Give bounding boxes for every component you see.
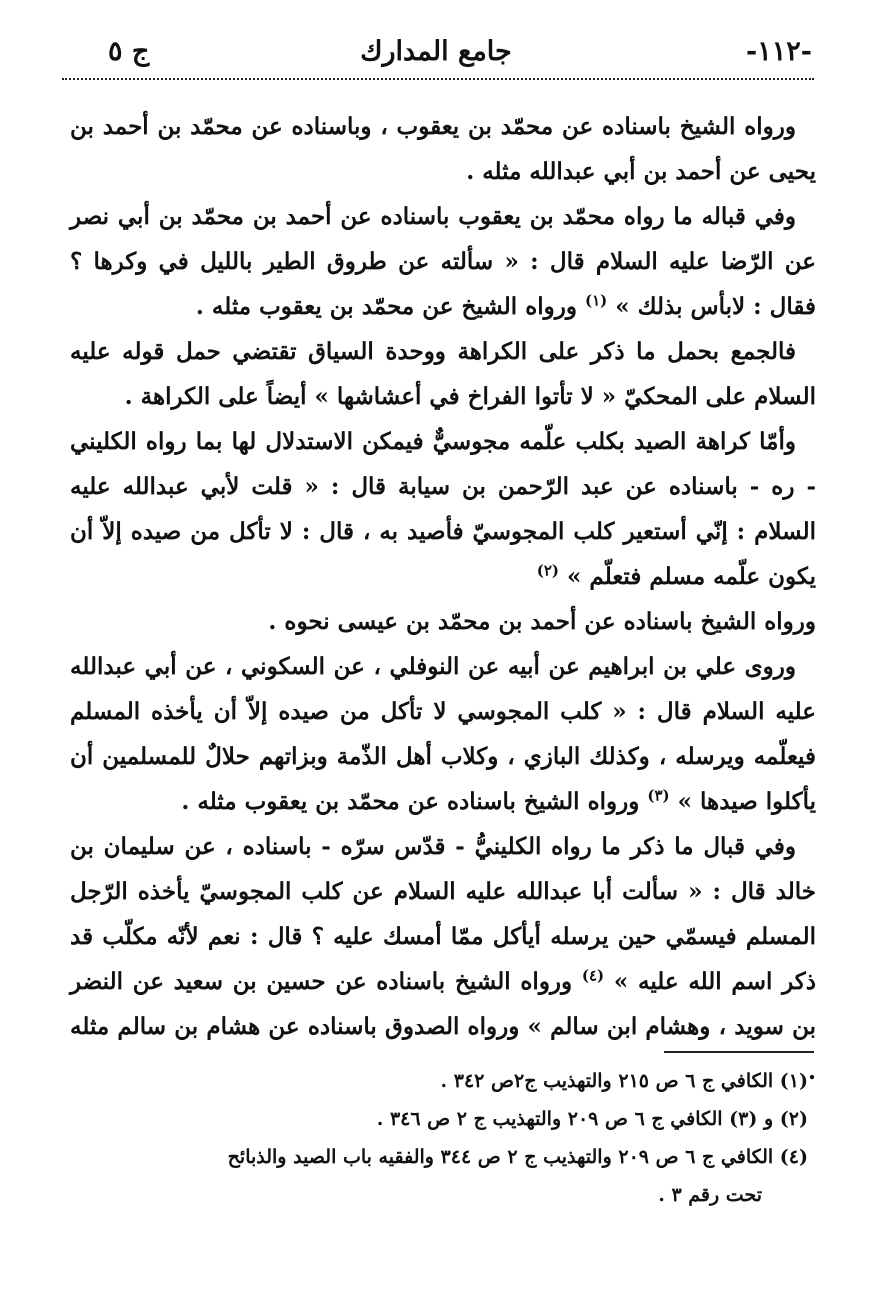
volume-label: ج ٥	[108, 36, 150, 67]
footnote-continuation: تحت رقم ٣ .	[658, 1184, 762, 1206]
paragraph-text: ورواه الشيخ باسناده عن محمّد بن يعقوب مثله .	[181, 788, 640, 815]
paragraph-text: وفي قبال ما ذكر ما رواه الكلينيُّ - قدّس سرّه - باسناده ، عن سليمان بن خالد قال : « سألت أبا عبدالله عليه السلام عن كلب المجوسيّ يأخذه الرّجل المسلم فيسمّي حين يرسله أيأكل ممّا أمسك عليه ؟ قال : نعم لأنّه مكلّب قد ذكر اسم الله عليه »	[70, 833, 816, 995]
paragraph	[70, 824, 816, 1094]
main-text	[70, 104, 816, 1094]
paragraph-text: وأمّا كراهة الصيد بكلب علّمه مجوسيٌّ فيمكن الاستدلال لها بما رواه الكليني - ره - باسناده عن عبد الرّحمن بن سيابة قال : « قلت لأبي عبدالله عليه السلام : إنّي أستعير كلب المجوسيّ فأصيد به ، قال : لا تأكل من صيده إلاّ أن يكون علّمه مسلم فتعلّم »	[70, 428, 816, 590]
page-header	[60, 34, 812, 74]
paragraph-text: ورواه الشيخ باسناده عن حسين بن سعيد عن النضر بن سويد ، وهشام ابن سالم » ورواه الصدوق باسناده عن هشام بن سالم مثله .	[70, 968, 816, 1085]
footnote-ref: (٤)	[581, 966, 605, 985]
paragraph	[70, 329, 816, 419]
paragraph-text: فالجمع بحمل ما ذكر على الكراهة ووحدة السياق تقتضي حمل قوله عليه السلام على المحكيّ « لا تأتوا الفراخ في أعشاشها » أيضاً على الكراهة .	[70, 338, 816, 410]
footnote-ref: (٢)	[536, 561, 560, 580]
paragraph-text: ورواه الشيخ عن محمّد بن يعقوب مثله .	[195, 293, 577, 320]
paragraph-text: وفي قباله ما رواه محمّد بن يعقوب باسناده عن أحمد بن محمّد بن أبي نصر عن الرّضا عليه السلام قال : « سألته عن طروق الطير بالليل في وكرها ؟ فقال : لابأس بذلك »	[70, 203, 816, 320]
paragraph	[70, 599, 816, 644]
footnote-ref: (٣)	[647, 786, 670, 805]
footnote: (٤) الكافي ج ٦ ص ٢٠٩ والتهذيب ج ٢ ص ٣٤٤ والفقيه باب الصيد والذبائح	[227, 1146, 808, 1168]
footnote-ref: (١)	[584, 291, 608, 310]
footnotes	[70, 1062, 822, 1214]
footnote: (١) الكافي ج ٦ ص ٢١٥ والتهذيب ج٢ص ٣٤٢ .	[440, 1070, 808, 1092]
book-title: جامع المدارك	[360, 36, 512, 67]
paragraph-text: ورواه الشيخ باسناده عن محمّد بن يعقوب ، وباسناده عن محمّد بن أحمد بن يحيى عن أحمد بن أبي عبدالله مثله .	[70, 113, 816, 185]
paragraph	[70, 419, 816, 599]
paragraph	[70, 194, 816, 329]
paragraph-text: ورواه الشيخ باسناده عن أحمد بن محمّد بن عيسى نحوه .	[268, 608, 816, 635]
page-number: -١١٢-	[746, 36, 812, 67]
paragraph	[70, 644, 816, 824]
paragraph	[70, 104, 816, 194]
paragraph-text: وروى علي بن ابراهيم عن أبيه عن النوفلي ، عن السكوني ، عن أبي عبدالله عليه السلام قال : « كلب المجوسي لا تأكل من صيده إلاّ أن يأخذه المسلم فيعلّمه ويرسله ، وكذلك البازي ، وكلاب أهل الذّمة وبزاتهم حلالٌ للمسلمين أن يأكلوا صيدها »	[70, 653, 816, 815]
footnote-divider	[664, 1051, 814, 1053]
footnote: (٢) و (٣) الكافي ج ٦ ص ٢٠٩ والتهذيب ج ٢ ص ٣٤٦ .	[376, 1108, 808, 1130]
header-divider	[62, 78, 814, 80]
